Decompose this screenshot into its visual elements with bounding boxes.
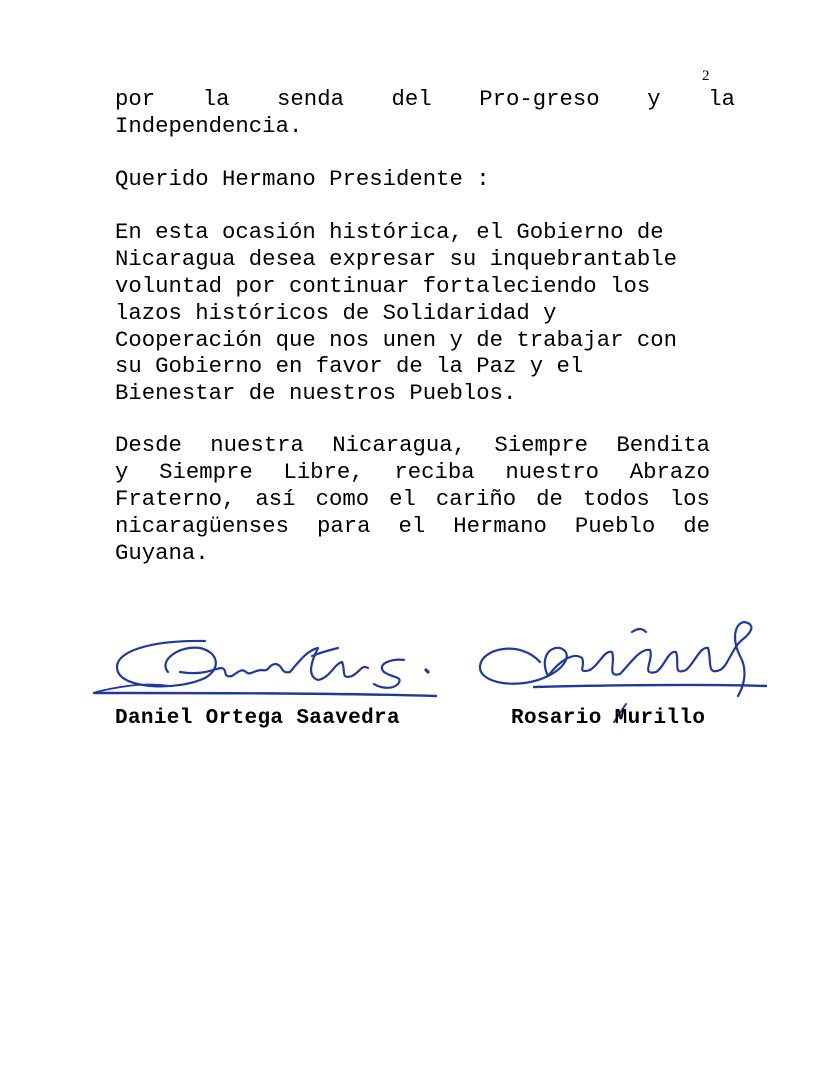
paragraph-line: [115, 513, 710, 540]
paragraph-line: Bienestar de nuestros Pueblos.: [115, 380, 517, 407]
paragraph-line: lazos históricos de Solidaridad y: [115, 299, 557, 326]
word: como: [315, 485, 370, 512]
word: de: [683, 512, 710, 539]
paragraph-line: Independencia.: [115, 112, 303, 139]
signatory-name-left: Daniel Ortega Saavedra: [115, 707, 400, 730]
paragraph-line: [115, 486, 710, 513]
word: el: [389, 485, 416, 512]
word: Siempre: [159, 458, 253, 485]
word: senda: [277, 86, 344, 112]
paragraph-line: [115, 459, 710, 486]
word: y: [647, 86, 661, 112]
word: Nicaragua,: [332, 432, 467, 458]
word: Hermano: [453, 512, 547, 539]
paragraph-line: voluntad por continuar fortaleciendo los: [115, 272, 651, 299]
paragraph-closing: [115, 432, 710, 566]
word: y: [115, 458, 129, 485]
word: los: [669, 485, 710, 512]
paragraph-line: Cooperación que nos unen y de trabajar con: [115, 326, 677, 353]
word: por: [115, 86, 156, 112]
salutation-text: Querido Hermano Presidente :: [115, 166, 490, 192]
page-number: 2: [702, 68, 710, 84]
signature-daniel-ortega: [94, 641, 436, 696]
word: Siempre: [494, 432, 588, 458]
word: nuestra: [210, 432, 304, 458]
word: Pueblo: [574, 512, 656, 539]
paragraph-continuation: [115, 86, 735, 140]
paragraph-line: En esta ocasión histórica, el Gobierno de: [115, 219, 664, 245]
salutation: [115, 166, 490, 193]
word: la: [708, 86, 735, 112]
word: Libre,: [283, 458, 364, 485]
word: de: [536, 485, 563, 512]
signatory-name-right: Rosario Murillo: [511, 707, 706, 730]
paragraph-line: [115, 432, 710, 459]
paragraph-line: Nicaragua desea expresar su inquebrantable: [115, 245, 677, 272]
word: para: [316, 512, 371, 539]
word: el: [398, 512, 426, 539]
word: Bendita: [616, 432, 710, 458]
word: Desde: [115, 432, 182, 458]
word: Pro-greso: [479, 86, 600, 112]
word: Fraterno,: [115, 485, 236, 512]
paragraph-line: [115, 86, 735, 113]
word: del: [391, 86, 432, 112]
paragraph-line: Guyana.: [115, 539, 209, 566]
word: nicaragüenses: [115, 512, 289, 539]
paragraph-line: su Gobierno en favor de la Paz y el: [115, 353, 584, 380]
word: cariño: [435, 485, 517, 512]
paragraph-main: [115, 219, 677, 407]
word: todos: [582, 485, 650, 512]
word: Abrazo: [629, 458, 710, 485]
word: así: [255, 485, 296, 512]
word: la: [202, 86, 230, 112]
word: reciba: [394, 458, 475, 485]
word: nuestro: [505, 458, 600, 485]
